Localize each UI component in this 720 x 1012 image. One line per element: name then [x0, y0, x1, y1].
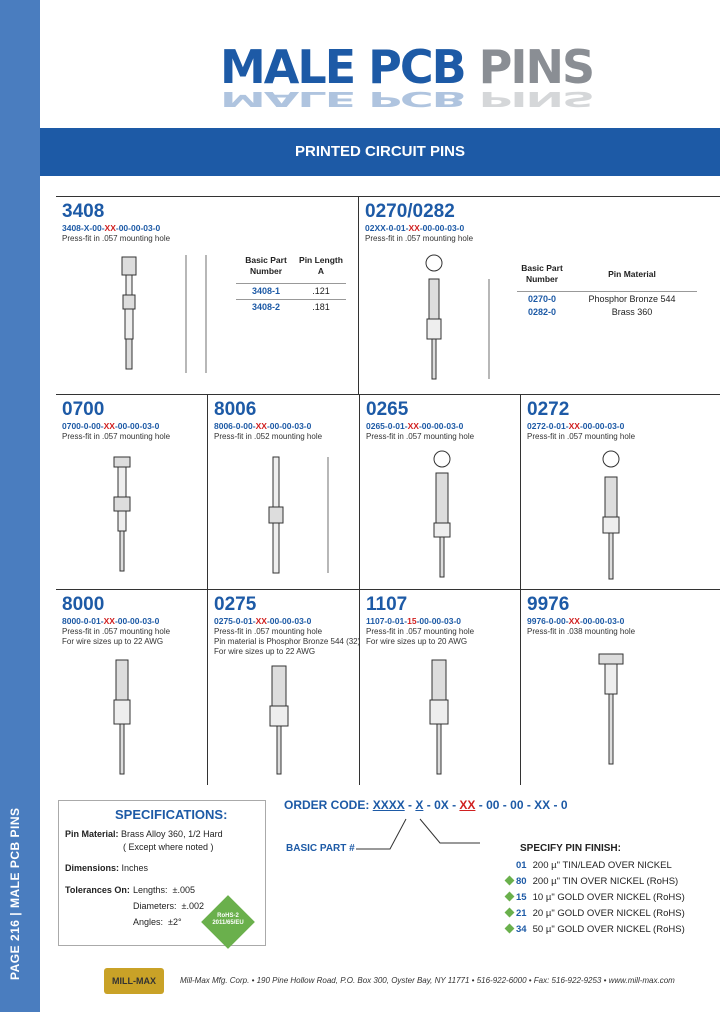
- part-number: 1107: [366, 594, 408, 615]
- part-number: 9976: [527, 594, 570, 615]
- rohs-badge-text: RoHS-2 2011/65/EU: [212, 913, 244, 926]
- part-code: 0275-0-01-XX-00-00-03-0: [214, 616, 312, 626]
- part-number: 0270/0282: [365, 201, 455, 222]
- basic-part-label: BASIC PART #: [286, 843, 355, 854]
- mill-max-logo: MILL-MAX: [104, 968, 164, 994]
- finish-option: 01 200 µ" TIN/LEAD OVER NICKEL: [516, 860, 672, 871]
- pin-drawing: [76, 654, 196, 780]
- finish-option: 80 200 µ" TIN OVER NICKEL (RoHS): [506, 876, 678, 887]
- part-desc: Press-fit in .057 mounting hole For wire sizes up to 20 AWG: [366, 627, 475, 646]
- part-cell-3408: [56, 197, 359, 395]
- part-cell-8006: [208, 395, 360, 590]
- part-desc: Press-fit in .057 mounting hole: [365, 234, 474, 243]
- part-code: 0272-0-01-XX-00-00-03-0: [527, 421, 625, 431]
- part-cell-0270: [359, 197, 720, 395]
- part-code: 8006-0-00-XX-00-00-03-0: [214, 421, 312, 431]
- part-cell-1107: [360, 590, 521, 785]
- part-cell-9976: [521, 590, 720, 785]
- part-cell-8000: [56, 590, 208, 785]
- part-desc: Press-fit in .057 mounting hole: [62, 234, 171, 243]
- pin-drawing: [390, 447, 510, 587]
- section-banner: PRINTED CIRCUIT PINS: [40, 128, 720, 176]
- part-number: 8006: [214, 399, 257, 420]
- material-table: Basic Part Number Pin Material 0270-0 Phosphor Bronze 544 0282-0 Brass 360: [517, 263, 697, 317]
- pin-drawing: [561, 646, 701, 776]
- finish-option: 21 20 µ" GOLD OVER NICKEL (RoHS): [506, 908, 685, 919]
- part-number: 0700: [62, 399, 105, 420]
- pin-drawing: [66, 249, 216, 389]
- parts-grid: [56, 196, 720, 784]
- pin-drawing: [561, 447, 701, 587]
- part-desc: Press-fit in .057 mounting hole: [527, 432, 636, 441]
- part-code: 02XX-0-01-XX-00-00-03-0: [365, 223, 465, 233]
- part-number: 0272: [527, 399, 570, 420]
- order-code: ORDER CODE: XXXX - X - 0X - XX - 00 - 00 - XX - 0: [284, 798, 568, 812]
- part-desc: Press-fit in .052 mounting hole: [214, 432, 323, 441]
- pin-drawing: [379, 249, 519, 389]
- order-arrows: [350, 815, 490, 855]
- pin-drawing: [76, 451, 196, 581]
- part-cell-0265: [360, 395, 521, 590]
- sidebar-strip: [0, 0, 40, 1012]
- part-code: 0700-0-00-XX-00-00-03-0: [62, 421, 160, 431]
- part-desc: Press-fit in .057 mounting hole: [366, 432, 475, 441]
- part-number: 0275: [214, 594, 257, 615]
- part-cell-0700: [56, 395, 208, 590]
- part-desc: Press-fit in .057 mounting hole For wire sizes up to 22 AWG: [62, 627, 171, 646]
- finish-option: 34 50 µ" GOLD OVER NICKEL (RoHS): [506, 924, 685, 935]
- part-number: 3408: [62, 201, 105, 222]
- part-code: 0265-0-01-XX-00-00-03-0: [366, 421, 464, 431]
- finish-option: 15 10 µ" GOLD OVER NICKEL (RoHS): [506, 892, 685, 903]
- finish-title: SPECIFY PIN FINISH:: [520, 843, 621, 854]
- part-cell-0275: [208, 590, 360, 785]
- part-code: 3408-X-00-XX-00-00-03-0: [62, 223, 161, 233]
- length-table: Basic Part Number Pin Length A 3408-1 .121 3408-2 .181: [236, 255, 346, 312]
- part-number: 8000: [62, 594, 105, 615]
- pin-drawing: [228, 662, 348, 780]
- sidebar-label: PAGE 216 | MALE PCB PINS: [8, 807, 22, 980]
- pin-drawing: [390, 654, 510, 780]
- page-title: MALE PCB PINS MALE PCB PINS: [220, 40, 594, 112]
- part-desc: Press-fit in .057 mounting hole: [62, 432, 171, 441]
- part-desc: Press-fit in .057 mounting hole Pin material is Phosphor Bronze 544 (32) For wire sizes up to 22 AWG: [214, 627, 361, 656]
- specifications-box: SPECIFICATIONS: Pin Material: Brass Alloy 360, 1/2 Hard ( Except where noted ) Dimensions: Inches Tolerances On: Lengths: ±.005 Diameters: ±.002 Angles: ±2° RoHS-2 2011/65/EU: [58, 800, 266, 946]
- footer: [100, 968, 720, 998]
- part-code: 1107-0-01-15-00-00-03-0: [366, 616, 462, 626]
- footer-address: Mill-Max Mfg. Corp. • 190 Pine Hollow Road, P.O. Box 300, Oyster Bay, NY 11771 • 516-922-6000 • Fax: 516-922-9253 • www.mill-max.com: [180, 976, 675, 985]
- part-code: 8000-0-01-XX-00-00-03-0: [62, 616, 160, 626]
- part-code: 9976-0-00-XX-00-00-03-0: [527, 616, 625, 626]
- spec-title: SPECIFICATIONS:: [115, 807, 228, 822]
- part-desc: Press-fit in .038 mounting hole: [527, 627, 636, 636]
- part-cell-0272: [521, 395, 720, 590]
- pin-drawing: [228, 447, 348, 587]
- part-number: 0265: [366, 399, 409, 420]
